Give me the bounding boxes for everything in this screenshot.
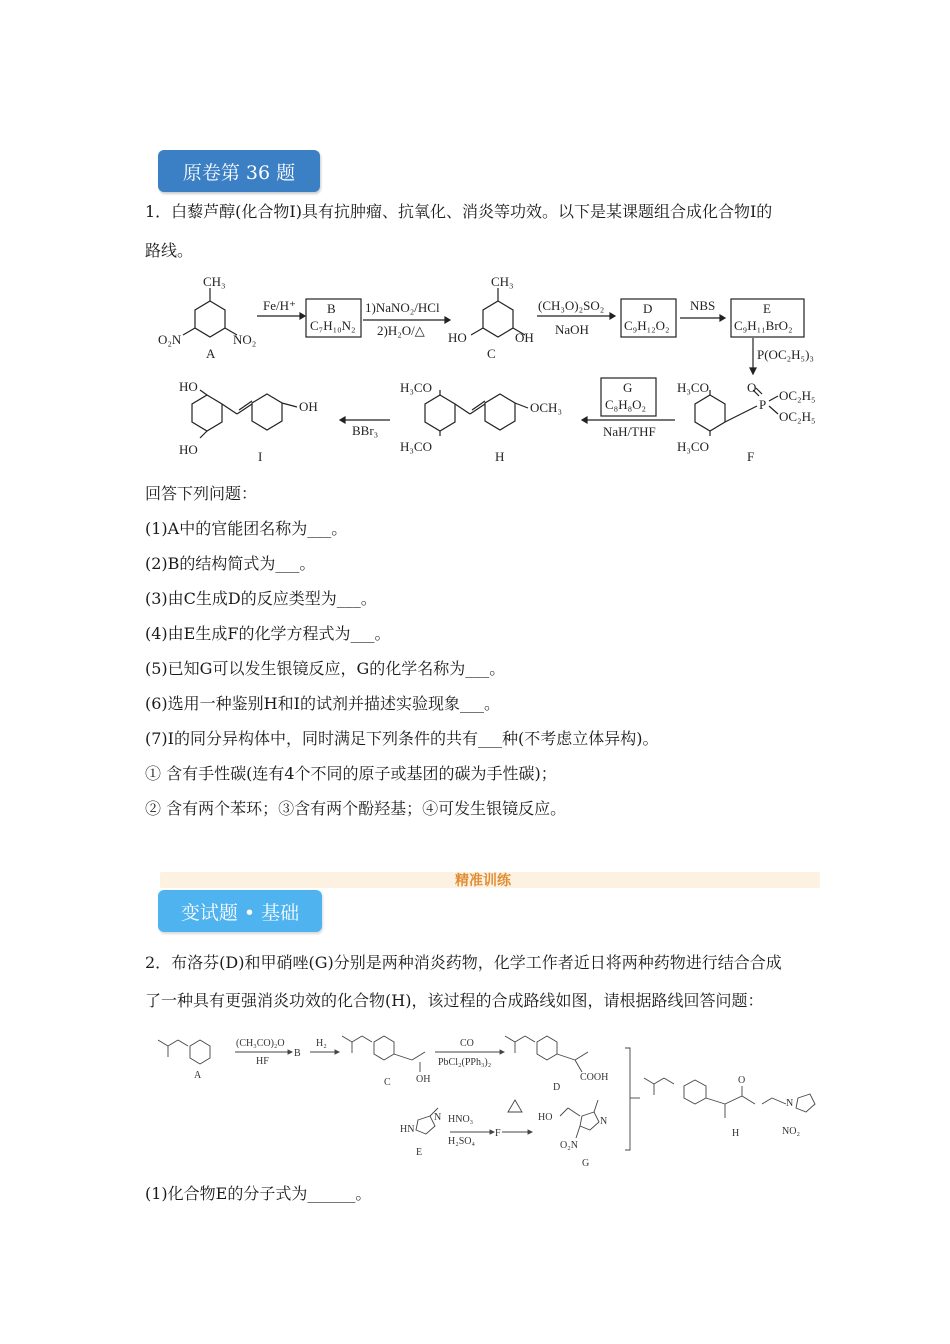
A-right: NO₂ xyxy=(233,332,257,347)
F-top: H₃CO xyxy=(677,380,709,395)
step4-reagent: NBS xyxy=(690,298,716,313)
step2-reagent2: 2)H₂O/△ xyxy=(377,323,425,338)
A-top: CH₃ xyxy=(203,274,226,289)
B-name: B xyxy=(327,301,336,316)
q2-H-label: H xyxy=(732,1128,740,1139)
F-P: P xyxy=(759,397,767,412)
q2-C-oh: OH xyxy=(416,1074,431,1085)
q2-r1a: (CH₃CO)₂O xyxy=(236,1038,285,1049)
F-oet1: OC₂H₅ xyxy=(779,388,816,403)
q1-item: (3)由C生成D的反应类型为___。 xyxy=(145,589,377,608)
q2-A-label: A xyxy=(194,1070,202,1081)
D-formula: C₉H₁₂O₂ xyxy=(624,318,670,333)
I-bottom: HO xyxy=(179,442,198,457)
step3-reagent2: NaOH xyxy=(555,322,589,337)
C-right: OH xyxy=(515,330,534,345)
q2-r1b: HF xyxy=(256,1056,269,1067)
C-left: HO xyxy=(448,330,467,345)
ring-A xyxy=(195,301,225,337)
F-bottom: H₃CO xyxy=(677,439,709,454)
section-badge-text: 变试题 • 基础 xyxy=(180,901,300,924)
q2-text-line2: 了一种具有更强消炎功效的化合物(H)，该过程的合成路线如图，请根据路线回答问题： xyxy=(145,991,764,1010)
q2-C-label: C xyxy=(384,1077,391,1088)
q2-G-label: G xyxy=(582,1158,590,1169)
q2-r3a: CO xyxy=(460,1038,474,1049)
scheme-q2 xyxy=(150,1020,840,1175)
q2-E-n: N xyxy=(434,1112,442,1123)
q2-H-no2: NO₂ xyxy=(782,1126,800,1137)
q2-item1: (1)化合物E的分子式为______。 xyxy=(145,1184,372,1203)
F-oet2: OC₂H₅ xyxy=(779,409,816,424)
ring-I1 xyxy=(192,395,222,431)
q2-r3b: PbCl₂(PPh₃)₂ xyxy=(438,1057,492,1068)
q1-item: (7)I的同分异构体中，同时满足下列条件的共有___种(不考虑立体异构)。 xyxy=(145,729,659,748)
step2-reagent1: 1)NaNO₂/HCl xyxy=(365,300,440,315)
E-name: E xyxy=(763,301,771,316)
section-badge-original xyxy=(158,150,320,192)
ring-I2 xyxy=(252,394,282,430)
q1-item: (4)由E生成F的化学方程式为___。 xyxy=(145,624,391,643)
q2-E-hn: HN xyxy=(400,1124,415,1135)
H-top: H₃CO xyxy=(400,380,432,395)
q2-E-label: E xyxy=(416,1147,423,1158)
q2-D-cooh: COOH xyxy=(580,1072,609,1083)
section-badge-variant xyxy=(158,890,322,932)
q2-G-ho: HO xyxy=(538,1112,553,1123)
H-right: OCH₃ xyxy=(530,400,562,415)
q1-prompt: 回答下列问题： xyxy=(145,484,258,503)
A-left: O₂N xyxy=(158,332,182,347)
step1-reagent: Fe/H⁺ xyxy=(263,298,296,313)
q1-item: (2)B的结构简式为___。 xyxy=(145,554,316,573)
q1-item: (5)已知G可以发生银镜反应，G的化学名称为___。 xyxy=(145,659,506,678)
q2-G-n: N xyxy=(600,1116,608,1127)
q2-B: B xyxy=(294,1048,301,1059)
step5-reagent: P(OC₂H₅)₃ xyxy=(757,347,814,362)
q2-F: F xyxy=(495,1128,501,1139)
step7-reagent: BBr₃ xyxy=(352,423,379,438)
q2-r4a: HNO₃ xyxy=(448,1114,474,1125)
q2-H-n: N xyxy=(786,1098,794,1109)
scheme-q1 xyxy=(145,268,835,473)
step6-reagent: NaH/THF xyxy=(603,424,656,439)
G-name: G xyxy=(623,380,633,395)
q1-text-line1: 1．白藜芦醇(化合物I)具有抗肿瘤、抗氧化、消炎等功效。以下是某课题组合成化合物I的 xyxy=(145,202,773,221)
divider-text: 精准训练 xyxy=(455,873,511,889)
E-formula: C₉H₁₁BrO₂ xyxy=(734,318,793,333)
q1-text-line2: 路线。 xyxy=(145,241,194,260)
I-label: I xyxy=(258,449,263,464)
q2-H-o: O xyxy=(738,1075,746,1086)
F-label: F xyxy=(747,449,755,464)
ring-C xyxy=(483,301,513,337)
C-label: C xyxy=(487,346,496,361)
q2-r4b: H₂SO₄ xyxy=(448,1136,475,1147)
q2-G-no2: O₂N xyxy=(560,1140,578,1151)
G-formula: C₈H₈O₂ xyxy=(605,397,647,412)
q1-item: (6)选用一种鉴别H和I的试剂并描述实验现象___。 xyxy=(145,694,500,713)
ring-F xyxy=(695,395,725,431)
q2-text-line1: 2．布洛芬(D)和甲硝唑(G)分别是两种消炎药物，化学工作者近日将两种药物进行结合合成 xyxy=(145,953,782,972)
A-label: A xyxy=(206,346,216,361)
q2-r2: H₂ xyxy=(316,1038,327,1049)
H-label: H xyxy=(495,449,505,464)
step3-reagent1: (CH₃O)₂SO₂ xyxy=(538,298,605,313)
ring-H1 xyxy=(425,395,455,431)
q1-item: (1)A中的官能团名称为___。 xyxy=(145,519,348,538)
I-top: HO xyxy=(179,379,198,394)
section-badge-text: 原卷第 36 题 xyxy=(182,161,296,184)
ring-H2 xyxy=(485,394,515,430)
C-top: CH₃ xyxy=(491,274,514,289)
D-name: D xyxy=(643,301,653,316)
B-formula: C₇H₁₀N₂ xyxy=(310,318,356,333)
q1-item: ① 含有手性碳(连有4个不同的原子或基团的碳为手性碳)； xyxy=(145,764,557,783)
q2-D-label: D xyxy=(553,1082,561,1093)
H-bottom: H₃CO xyxy=(400,439,432,454)
I-right: OH xyxy=(299,399,318,414)
F-O: O xyxy=(747,380,757,395)
q1-item: ② 含有两个苯环；③含有两个酚羟基；④可发生银镜反应。 xyxy=(145,799,567,818)
